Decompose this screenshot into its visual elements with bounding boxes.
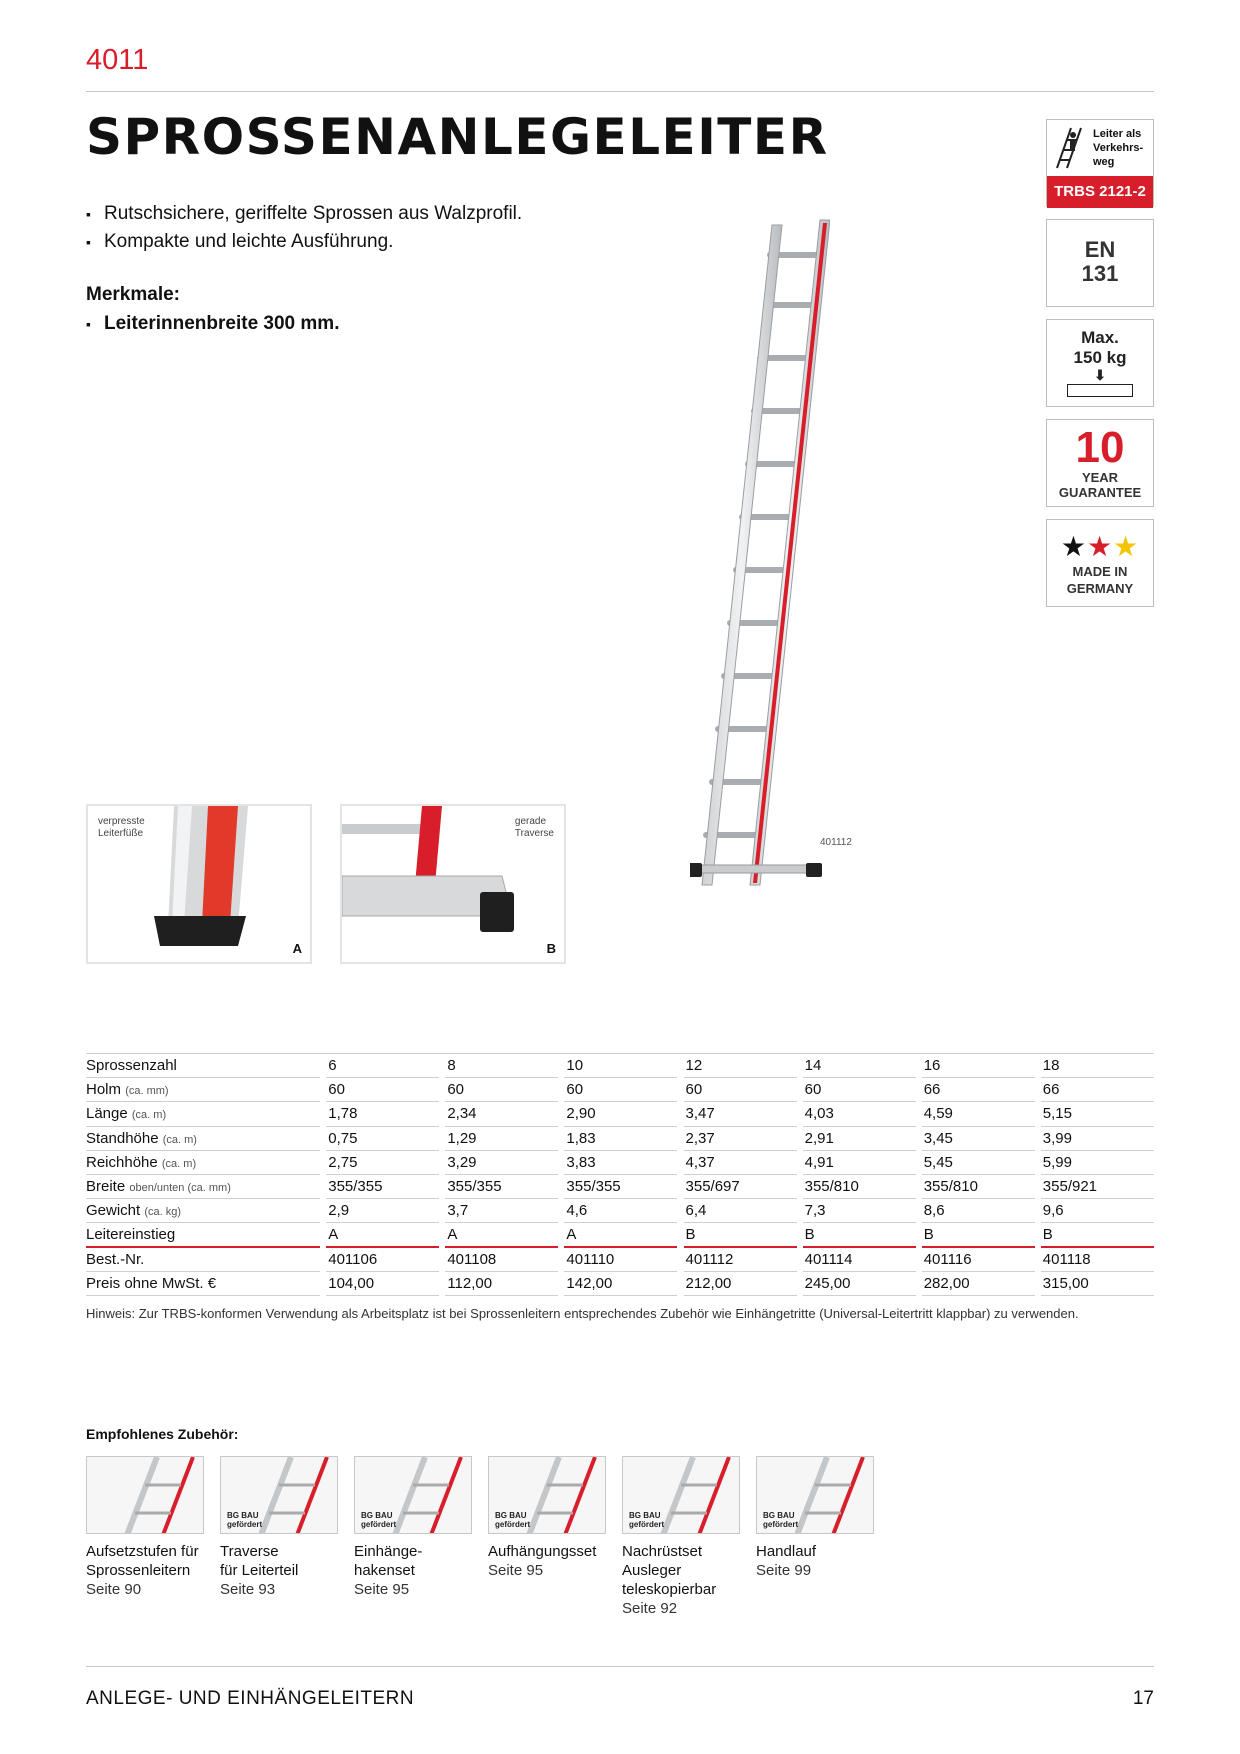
spec-cell: 355/921 <box>1041 1174 1154 1198</box>
spec-cell: 355/355 <box>445 1174 558 1198</box>
spec-cell: 3,83 <box>564 1150 677 1174</box>
bg-bau-label: BG BAU gefördert <box>763 1511 799 1529</box>
accessory-name: Aufsetzstufen für Sprossenleitern <box>86 1543 199 1579</box>
spec-row <box>86 1102 1154 1126</box>
spec-cell: 3,47 <box>684 1102 797 1126</box>
spec-cell: 6 <box>326 1054 439 1078</box>
top-divider <box>86 91 1154 92</box>
bottom-divider <box>86 1666 1154 1667</box>
spec-cell: 2,90 <box>564 1102 677 1126</box>
detail-caption: gerade <box>514 816 547 827</box>
made-in-germany-badge: ★★★ MADE IN GERMANY <box>1046 519 1154 607</box>
spec-cell: 18 <box>1041 1054 1154 1078</box>
spec-row <box>86 1199 1154 1223</box>
spec-cell: 401108 <box>445 1247 558 1271</box>
spec-cell: 4,6 <box>564 1199 677 1223</box>
spec-cell: 60 <box>326 1078 439 1102</box>
spec-cell: B <box>922 1223 1035 1247</box>
spec-cell: 60 <box>803 1078 916 1102</box>
spec-cell: 355/697 <box>684 1174 797 1198</box>
detail-caption: verpresste <box>98 816 145 827</box>
spec-label: Best.-Nr. <box>86 1247 320 1271</box>
spec-cell: 401110 <box>564 1247 677 1271</box>
max-load-badge: Max. 150 kg ⬇ <box>1046 319 1154 407</box>
accessory-page-ref[interactable]: Seite 95 <box>488 1562 544 1579</box>
accessory-thumbnail[interactable] <box>220 1456 338 1534</box>
spec-cell: 5,45 <box>922 1150 1035 1174</box>
trbs-text: Leiter als Verkehrs- weg <box>1093 128 1144 168</box>
spec-table <box>86 1053 1154 1296</box>
detail-letter: A <box>292 941 302 956</box>
spec-row <box>86 1174 1154 1198</box>
spec-cell: 8,6 <box>922 1199 1035 1223</box>
spec-cell: 60 <box>684 1078 797 1102</box>
spec-cell: 355/810 <box>803 1174 916 1198</box>
stars-icon: ★★★ <box>1060 531 1140 562</box>
spec-cell: 401114 <box>803 1247 916 1271</box>
accessory-thumbnail[interactable] <box>756 1456 874 1534</box>
spec-label: Breite oben/unten (ca. mm) <box>86 1174 320 1198</box>
accessory-name: Traverse für Leiterteil <box>220 1543 299 1579</box>
accessory-item[interactable] <box>220 1456 338 1599</box>
spec-cell: 401106 <box>326 1247 439 1271</box>
feature-item: ▪ Leiterinnenbreite 300 mm. <box>86 310 339 338</box>
bg-bau-label: BG BAU gefördert <box>361 1511 397 1529</box>
detail-letter: B <box>546 941 556 956</box>
trbs-badge <box>1046 119 1154 207</box>
spec-cell: 355/810 <box>922 1174 1035 1198</box>
spec-cell: 315,00 <box>1041 1271 1154 1295</box>
table-note: Hinweis: Zur TRBS-konformen Verwendung als Arbeitsplatz ist bei Sprossenleitern entsprechendes Zubehör wie Einhängetritte (Universal-Leitertritt klappbar) zu verwenden. <box>86 1306 1079 1321</box>
spec-label: Reichhöhe (ca. m) <box>86 1150 320 1174</box>
spec-cell: 2,37 <box>684 1126 797 1150</box>
bg-bau-label: BG BAU gefördert <box>629 1511 665 1529</box>
spec-label: Gewicht (ca. kg) <box>86 1199 320 1223</box>
accessory-name: Handlauf <box>756 1543 817 1560</box>
spec-label: Sprossenzahl <box>86 1054 320 1078</box>
spec-cell: 0,75 <box>326 1126 439 1150</box>
spec-cell: 104,00 <box>326 1271 439 1295</box>
spec-row <box>86 1054 1154 1078</box>
accessory-thumbnail[interactable] <box>488 1456 606 1534</box>
accessory-thumbnail[interactable] <box>622 1456 740 1534</box>
spec-row <box>86 1078 1154 1102</box>
accessory-name: Nachrüstset Ausleger teleskopierbar <box>622 1543 717 1598</box>
spec-cell: 401118 <box>1041 1247 1154 1271</box>
load-plate-icon <box>1067 384 1133 397</box>
detail-caption: Traverse <box>514 828 554 839</box>
accessory-item[interactable] <box>756 1456 874 1580</box>
accessory-item[interactable] <box>622 1456 740 1618</box>
accessory-page-ref[interactable]: Seite 99 <box>756 1562 812 1579</box>
spec-cell: A <box>326 1223 439 1247</box>
accessory-page-ref[interactable]: Seite 90 <box>86 1581 142 1598</box>
spec-cell: 401112 <box>684 1247 797 1271</box>
spec-label: Länge (ca. m) <box>86 1102 320 1126</box>
spec-cell: A <box>564 1223 677 1247</box>
spec-cell: 2,75 <box>326 1150 439 1174</box>
spec-cell: 60 <box>564 1078 677 1102</box>
spec-cell: 60 <box>445 1078 558 1102</box>
accessory-item[interactable] <box>488 1456 606 1580</box>
spec-cell: 245,00 <box>803 1271 916 1295</box>
spec-cell: 5,15 <box>1041 1102 1154 1126</box>
spec-cell: 4,91 <box>803 1150 916 1174</box>
spec-cell: 3,45 <box>922 1126 1035 1150</box>
accessory-thumbnail[interactable] <box>354 1456 472 1534</box>
accessory-item[interactable] <box>354 1456 472 1599</box>
accessory-page-ref[interactable]: Seite 92 <box>622 1600 678 1617</box>
footer-section: ANLEGE- UND EINHÄNGELEITERN <box>86 1688 415 1709</box>
spec-row <box>86 1223 1154 1247</box>
accessories-title: Empfohlenes Zubehör: <box>86 1426 239 1442</box>
spec-cell: 212,00 <box>684 1271 797 1295</box>
footer-page-number: 17 <box>1132 1688 1154 1709</box>
detail-image-feet <box>86 804 312 964</box>
spec-cell: 3,29 <box>445 1150 558 1174</box>
spec-row <box>86 1271 1154 1295</box>
spec-cell: 6,4 <box>684 1199 797 1223</box>
spec-cell: 1,29 <box>445 1126 558 1150</box>
spec-row <box>86 1126 1154 1150</box>
spec-label: Leitereinstieg <box>86 1223 320 1247</box>
spec-cell: 355/355 <box>326 1174 439 1198</box>
spec-cell: 8 <box>445 1054 558 1078</box>
accessory-thumbnail[interactable] <box>86 1456 204 1534</box>
spec-cell: 1,83 <box>564 1126 677 1150</box>
spec-cell: 4,59 <box>922 1102 1035 1126</box>
page-title: SPROSSENANLEGELEITER <box>86 108 829 166</box>
en-131-badge: EN 131 <box>1046 219 1154 307</box>
guarantee-badge: 10 YEAR GUARANTEE <box>1046 419 1154 507</box>
spec-cell: 4,37 <box>684 1150 797 1174</box>
arrow-down-icon: ⬇ <box>1094 367 1106 383</box>
spec-cell: A <box>445 1223 558 1247</box>
spec-label: Preis ohne MwSt. € <box>86 1271 320 1295</box>
spec-cell: 2,34 <box>445 1102 558 1126</box>
intro-bullets <box>86 200 522 256</box>
spec-label: Standhöhe (ca. m) <box>86 1126 320 1150</box>
spec-cell: 401116 <box>922 1247 1035 1271</box>
spec-cell: 2,91 <box>803 1126 916 1150</box>
spec-cell: 66 <box>1041 1078 1154 1102</box>
spec-cell: 2,9 <box>326 1199 439 1223</box>
spec-row <box>86 1150 1154 1174</box>
accessory-name: Aufhängungsset <box>488 1543 597 1560</box>
person-on-ladder-icon <box>1053 126 1087 170</box>
bg-bau-label: BG BAU gefördert <box>227 1511 263 1529</box>
detail-image-traverse <box>340 804 566 964</box>
spec-cell: 142,00 <box>564 1271 677 1295</box>
spec-cell: 7,3 <box>803 1199 916 1223</box>
spec-cell: 3,7 <box>445 1199 558 1223</box>
spec-cell: 9,6 <box>1041 1199 1154 1223</box>
spec-cell: 10 <box>564 1054 677 1078</box>
intro-bullet: ▪ Rutschsichere, geriffelte Sprossen aus Walzprofil. <box>86 200 522 228</box>
spec-cell: 3,99 <box>1041 1126 1154 1150</box>
accessory-item[interactable] <box>86 1456 204 1599</box>
spec-cell: 16 <box>922 1054 1035 1078</box>
accessory-page-ref[interactable]: Seite 93 <box>220 1581 276 1598</box>
ladder-product-image <box>690 215 830 905</box>
accessory-illustration <box>87 1457 204 1534</box>
bg-bau-label: BG BAU gefördert <box>495 1511 531 1529</box>
spec-cell: 66 <box>922 1078 1035 1102</box>
accessory-name: Einhänge- hakenset <box>354 1543 423 1579</box>
product-image-label: 401112 <box>820 837 852 848</box>
features-title: Merkmale: <box>86 284 180 305</box>
spec-cell: 5,99 <box>1041 1150 1154 1174</box>
spec-cell: 1,78 <box>326 1102 439 1126</box>
spec-cell: 4,03 <box>803 1102 916 1126</box>
spec-cell: 12 <box>684 1054 797 1078</box>
spec-cell: 14 <box>803 1054 916 1078</box>
spec-cell: 355/355 <box>564 1174 677 1198</box>
spec-cell: B <box>1041 1223 1154 1247</box>
spec-cell: 112,00 <box>445 1271 558 1295</box>
trbs-label: TRBS 2121-2 <box>1047 176 1153 208</box>
spec-row <box>86 1247 1154 1271</box>
spec-cell: B <box>684 1223 797 1247</box>
features-list <box>86 310 339 338</box>
detail-caption: Leiterfüße <box>98 828 144 839</box>
intro-bullet: ▪ Kompakte und leichte Ausführung. <box>86 228 522 256</box>
spec-cell: B <box>803 1223 916 1247</box>
article-number: 4011 <box>86 44 149 76</box>
accessory-page-ref[interactable]: Seite 95 <box>354 1581 410 1598</box>
spec-label: Holm (ca. mm) <box>86 1078 320 1102</box>
spec-cell: 282,00 <box>922 1271 1035 1295</box>
